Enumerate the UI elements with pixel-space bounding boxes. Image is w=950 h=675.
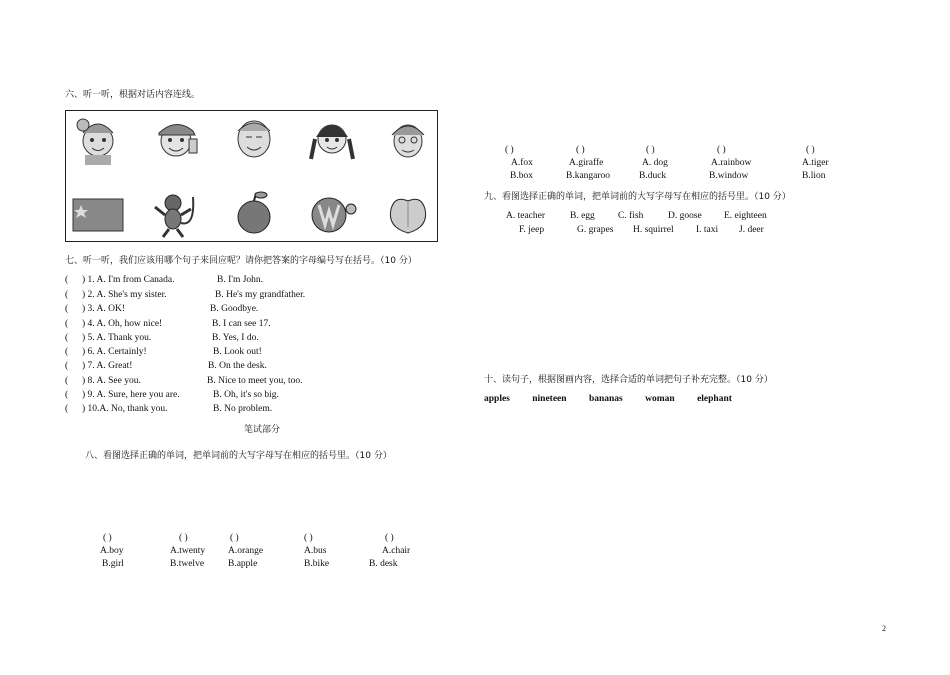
option-b: B.twelve	[170, 559, 205, 569]
word-option: J. deer	[739, 225, 764, 235]
option-b: B.box	[510, 171, 533, 181]
answer-paren[interactable]: (	[65, 275, 69, 285]
list-item	[65, 290, 306, 300]
page-number: 2	[882, 624, 886, 633]
option-a: A.fox	[511, 158, 533, 168]
word-bank-row	[519, 225, 764, 235]
option-a: ) 6. A. Certainly!	[82, 347, 147, 357]
answer-paren[interactable]: ( )	[576, 145, 585, 155]
choice-group	[709, 144, 751, 183]
option-a: ) 10.A. No, thank you.	[82, 404, 168, 414]
option-b: B.duck	[639, 171, 667, 181]
answer-paren[interactable]: (	[65, 361, 69, 371]
word-option: nineteen	[532, 394, 567, 404]
option-a: A.boy	[100, 546, 124, 556]
answer-paren[interactable]: ( )	[646, 145, 655, 155]
choice-group	[802, 144, 829, 183]
word-option: D. goose	[668, 211, 702, 221]
choice-group	[228, 532, 263, 571]
word-option: G. grapes	[577, 225, 614, 235]
section6-heading: 六、听一听，根据对话内容连线。	[65, 90, 201, 100]
choice-group	[304, 532, 329, 571]
boy-with-cap-icon	[149, 113, 203, 165]
option-b: B. I can see 17.	[212, 319, 271, 329]
option-a: ) 3. A. OK!	[82, 304, 126, 314]
word-option: woman	[645, 394, 675, 404]
answer-paren[interactable]: ( )	[385, 533, 394, 543]
answer-paren[interactable]: ( )	[103, 533, 112, 543]
option-a: A.orange	[228, 546, 264, 556]
list-item	[65, 319, 271, 329]
option-a: ) 5. A. Thank you.	[82, 333, 152, 343]
option-a: ) 1. A. I'm from Canada.	[82, 275, 175, 285]
section10-word-bank	[484, 394, 752, 404]
girl-with-bow-icon	[71, 113, 125, 165]
option-b: B. I'm John.	[217, 275, 264, 285]
option-a: ) 2. A. She's my sister.	[82, 290, 167, 300]
option-b: B.apple	[228, 559, 258, 569]
option-a: ) 4. A. Oh, how nice!	[82, 319, 163, 329]
list-item	[65, 376, 303, 386]
option-b: B. Oh, it's so big.	[213, 390, 279, 400]
option-b: B.window	[709, 171, 749, 181]
list-item	[65, 347, 262, 357]
list-item	[65, 304, 259, 314]
option-b: B. desk	[369, 559, 398, 569]
section9-heading: 九、看图选择正确的单词，把单词前的大写字母写在相应的括号里。（10 分）	[484, 192, 791, 202]
list-item	[65, 333, 259, 343]
apple-icon	[227, 187, 281, 239]
section6-picture-frame	[65, 110, 438, 242]
option-b: B.kangaroo	[566, 171, 611, 181]
answer-paren[interactable]: (	[65, 347, 69, 357]
word-option: A. teacher	[506, 211, 546, 221]
answer-paren[interactable]: ( )	[717, 145, 726, 155]
answer-paren[interactable]: ( )	[505, 145, 514, 155]
monkey-icon	[149, 187, 203, 239]
option-a: A.tiger	[802, 158, 829, 168]
option-a: A. dog	[642, 158, 668, 168]
option-b: B.girl	[102, 559, 124, 569]
man-face-icon	[227, 113, 281, 165]
option-b: B.lion	[802, 171, 826, 181]
choice-group	[100, 532, 124, 571]
section10-heading: 十、读句子，根据图画内容，选择合适的单词把句子补充完整。（10 分）	[484, 375, 773, 385]
list-item	[65, 361, 267, 371]
option-b: B. Yes, I do.	[212, 333, 259, 343]
word-option: apples	[484, 394, 510, 404]
written-part-title: 笔试部分	[244, 425, 281, 435]
word-option: I. taxi	[696, 225, 719, 235]
word-option: bananas	[588, 394, 623, 404]
option-b: B. Nice to meet you, too.	[207, 376, 303, 386]
grandma-face-icon	[381, 113, 435, 165]
section7-heading: 七、听一听，我们应该用哪个句子来回应呢？请你把答案的字母编号写在括号。（10 分）	[65, 256, 417, 266]
option-b: B.bike	[304, 559, 330, 569]
list-item	[65, 404, 273, 414]
choice-group	[639, 144, 668, 183]
word-option: C. fish	[618, 211, 644, 221]
choice-group	[566, 144, 610, 183]
option-a: A.twenty	[170, 546, 206, 556]
option-a: ) 8. A. See you.	[82, 376, 141, 386]
watermelon-icon	[305, 187, 359, 239]
option-b: B. Goodbye.	[210, 304, 259, 314]
answer-paren[interactable]: ( )	[304, 533, 313, 543]
answer-paren[interactable]: ( )	[179, 533, 188, 543]
china-flag-icon	[71, 187, 125, 239]
peach-icon	[381, 187, 435, 239]
answer-paren[interactable]: (	[65, 333, 69, 343]
option-a: A.giraffe	[569, 158, 604, 168]
choice-group	[505, 144, 533, 183]
girl-with-braids-icon	[305, 113, 359, 165]
option-b: B. Look out!	[213, 347, 262, 357]
answer-paren[interactable]: (	[65, 304, 69, 314]
option-b: B. He's my grandfather.	[215, 290, 306, 300]
choice-group	[369, 532, 410, 571]
word-option: B. egg	[570, 211, 595, 221]
option-b: B. On the desk.	[208, 361, 267, 371]
answer-paren[interactable]: (	[65, 319, 69, 329]
answer-paren[interactable]: (	[65, 290, 69, 300]
list-item	[65, 390, 279, 400]
word-option: E. eighteen	[724, 211, 767, 221]
option-a: A.rainbow	[711, 158, 752, 168]
answer-paren[interactable]: (	[65, 404, 69, 414]
word-bank-row	[506, 211, 767, 221]
choice-group	[170, 532, 205, 571]
word-option: F. jeep	[519, 225, 545, 235]
word-option: H. squirrel	[633, 225, 674, 235]
answer-paren[interactable]: (	[65, 376, 69, 386]
answer-paren[interactable]: (	[65, 390, 69, 400]
option-a: A.bus	[304, 546, 327, 556]
option-a: A.chair	[382, 546, 411, 556]
option-a: ) 7. A. Great!	[82, 361, 133, 371]
option-b: B. No problem.	[213, 404, 273, 414]
option-a: ) 9. A. Sure, here you are.	[82, 390, 180, 400]
word-option: elephant	[697, 394, 732, 404]
answer-paren[interactable]: ( )	[806, 145, 815, 155]
list-item	[65, 275, 264, 285]
answer-paren[interactable]: ( )	[230, 533, 239, 543]
section8-heading: 八、看图选择正确的单词，把单词前的大写字母写在相应的括号里。（10 分）	[85, 451, 392, 461]
